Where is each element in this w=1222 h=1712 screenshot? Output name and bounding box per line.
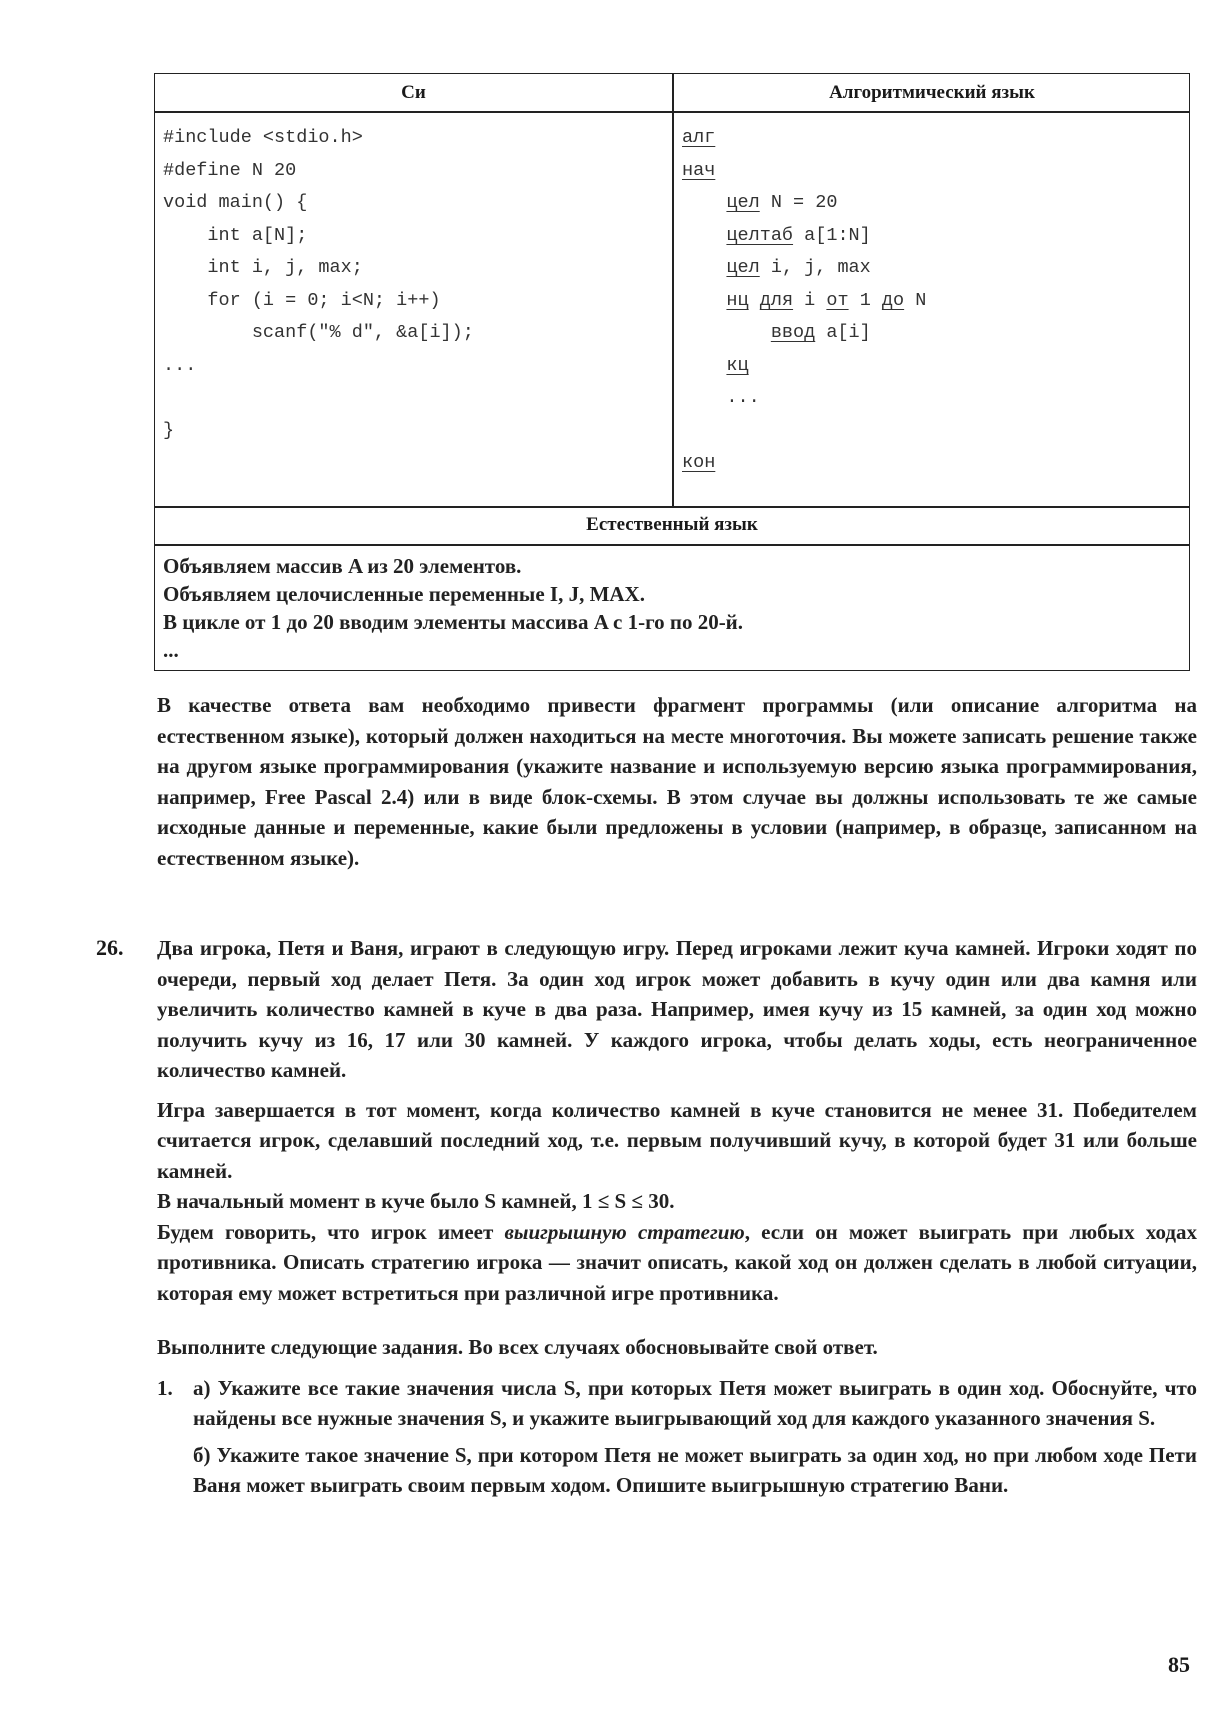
page-body (96, 690, 1197, 1501)
c-code (163, 122, 474, 447)
code-text: i (793, 289, 827, 311)
answer-instructions (157, 690, 1197, 873)
natural-line: В цикле от 1 до 20 вводим элементы массива A с 1-го по 20-й. (163, 610, 744, 634)
text: , если он может выиграть при любых ходах противника. Описать стратегию игрока — значит описать, какой ход он должен сделать в любой ситуации, которая ему может встретиться при различной игре противника. (157, 1219, 1197, 1305)
code-keyword: цел (726, 257, 760, 278)
code-line: #include <stdio.h> (163, 127, 363, 148)
natural-language-text (163, 552, 743, 664)
code-line: #define N 20 (163, 159, 297, 181)
paragraph: В качестве ответа вам необходимо привести фрагмент программы (или описание алгоритма на естественном языке), который должен находиться на месте многоточия. Вы можете записать решение также на другом языке программирования (укажите название и используемую версию языка программирования, например, Free Pascal 2.4) или в виде блок-схемы. В этом случае вы должны использовать те же самые исходные данные и переменные, какие были предложены в условии (например, в образце, записанном на естественном языке). (157, 693, 1197, 870)
code-line (682, 415, 926, 448)
task-1a: а) Укажите все такие значения числа S, при которых Петя может выиграть в один ход. Обоснуйте, что найдены все нужные значения S, и укажите выигрывающий ход для каждого указанного значения S. (193, 1375, 1197, 1430)
code-keyword: целтаб (726, 224, 794, 246)
task-1 (157, 1373, 1197, 1501)
page-number: 85 (1168, 1652, 1190, 1677)
code-text: 1 (848, 289, 882, 311)
code-text: a[i] (815, 322, 871, 343)
code-keyword: от (826, 289, 849, 311)
code-line: int i, j, max; (163, 257, 363, 278)
problem-26 (96, 933, 1197, 1501)
natural-line: ... (163, 638, 179, 662)
code-text: i, j, max (759, 257, 871, 278)
code-line (682, 187, 926, 220)
code-line (682, 317, 926, 350)
code-line: scanf("% d", &a[i]); (163, 322, 474, 343)
code-text: ... (726, 387, 760, 408)
code-keyword: цел (726, 192, 760, 213)
code-text: a[1:N] (793, 224, 871, 246)
code-line (682, 447, 926, 480)
code-keyword: нач (682, 159, 716, 181)
code-keyword: до (881, 289, 905, 311)
paragraph (157, 1217, 1197, 1309)
problem-text (157, 933, 1197, 1501)
code-line (682, 122, 926, 155)
code-keyword: кц (726, 354, 749, 376)
code-keyword: нц (726, 289, 749, 311)
alg-code (682, 122, 926, 480)
task-number: 1. (157, 1375, 173, 1400)
code-line (682, 285, 926, 318)
header-c: Си (401, 82, 426, 103)
divider (155, 506, 1189, 508)
code-line: ... (163, 354, 197, 376)
paragraph: В начальный момент в куче было S камней, 1 ≤ S ≤ 30. (157, 1189, 675, 1213)
code-line (163, 382, 474, 415)
code-line (682, 220, 926, 253)
paragraph: Игра завершается в тот момент, когда количество камней в куче становится не менее 31. Победителем считается игрок, сделавший последний ход, т.е. первым получивший кучу, в которой будет 31 или больше камней. (157, 1097, 1197, 1183)
code-text: N = 20 (759, 192, 838, 213)
code-line: int a[N]; (163, 224, 308, 246)
code-table (154, 73, 1190, 671)
natural-line: Объявляем массив A из 20 элементов. (163, 554, 522, 578)
code-keyword: алг (682, 127, 716, 148)
code-line (682, 252, 926, 285)
code-keyword: для (759, 289, 794, 311)
code-line: } (163, 419, 175, 441)
code-line (682, 382, 926, 415)
divider (672, 74, 674, 506)
problem-number: 26. (96, 935, 124, 960)
code-line: void main() { (163, 192, 308, 213)
text: Будем говорить, что игрок имеет (157, 1219, 505, 1244)
code-text: N (904, 289, 927, 311)
code-line: for (i = 0; i<N; i++) (163, 289, 441, 311)
task-1b: б) Укажите такое значение S, при котором Петя не может выиграть за один ход, но при любом ходе Пети Ваня может выиграть своим первым ходом. Опишите выигрышную стратегию Вани. (193, 1442, 1197, 1497)
code-keyword: кон (682, 452, 716, 473)
code-line (682, 350, 926, 383)
header-alg: Алгоритмический язык (829, 82, 1035, 103)
emphasis: выигрышную стратегию (504, 1219, 745, 1244)
paragraph: Выполните следующие задания. Во всех случаях обосновывайте свой ответ. (157, 1335, 878, 1359)
code-line (682, 155, 926, 188)
header-natural: Естественный язык (586, 514, 758, 535)
natural-line: Объявляем целочисленные переменные I, J, MAX. (163, 582, 645, 606)
paragraph: Два игрока, Петя и Ваня, играют в следующую игру. Перед игроками лежит куча камней. Игроки ходят по очереди, первый ход делает Петя. За один ход игрок может добавить в кучу один или два камня или увеличить количество камней в куче в два раза. Например, имея кучу из 15 камней, за один ход можно получить кучу из 16, 17 или 30 камней. У каждого игрока, чтобы делать ходы, есть неограниченное количество камней. (157, 936, 1197, 1082)
divider (155, 544, 1189, 546)
code-keyword: ввод (770, 322, 816, 343)
